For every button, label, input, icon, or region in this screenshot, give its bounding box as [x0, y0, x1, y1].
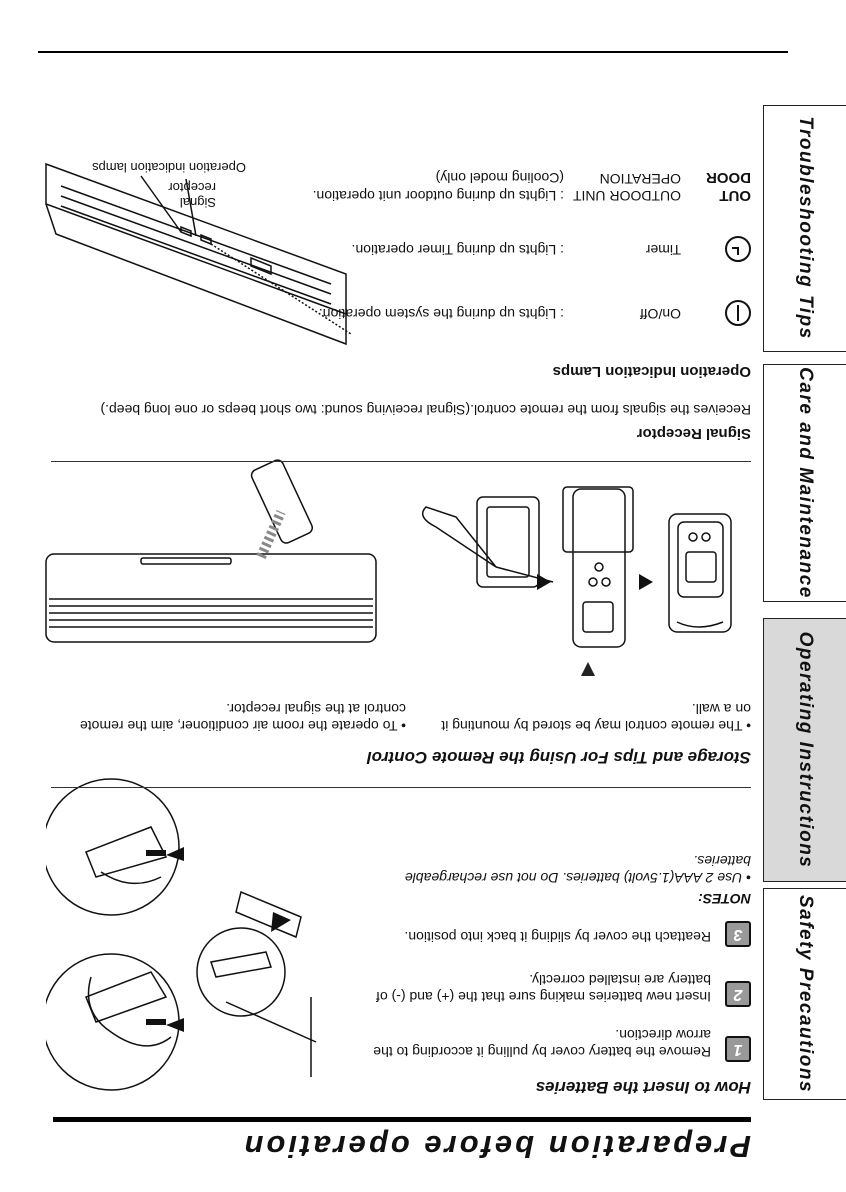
remote-wall-mount-illustration	[31, 452, 751, 692]
storage-tip: • To operate the room air conditioner, aim the remote control at the signal receptor.	[79, 701, 406, 734]
tab-label: Operating Instructions	[795, 631, 816, 869]
tab-label: Troubleshooting Tips	[795, 116, 816, 341]
batteries-heading: How to Insert the Batteries	[535, 1078, 751, 1097]
step-number: 1	[725, 1036, 751, 1062]
storage-tip: • The remote control may be stored by mounting it on a wall.	[441, 701, 751, 734]
lamp-desc: : Lights up during outdoor unit operation.	[312, 188, 564, 204]
timer-icon	[725, 236, 751, 262]
tab-safety-precautions[interactable]	[763, 888, 846, 1100]
step-text: Remove the battery cover by pulling it according to the arrow direction.	[373, 1027, 711, 1060]
title-rule	[53, 1117, 751, 1122]
outdoor-lamp-icon: OUT DOOR	[706, 169, 751, 204]
tab-label: Safety Precautions	[795, 894, 816, 1094]
signal-receptor-text: Receives the signals from the remote control.(Signal receiving sound: two short beeps or one long beep.)	[100, 402, 751, 418]
page-title: Preparation before operation	[241, 1129, 751, 1164]
section-divider	[51, 787, 751, 788]
signal-receptor-heading: Signal Receptor	[636, 425, 751, 442]
lamps-heading: Operation Indication Lamps	[552, 363, 751, 380]
step-text: Reattach the cover by sliding it back into position.	[404, 929, 711, 945]
lamp-desc: : Lights up during the system operation.	[318, 306, 564, 322]
page-top-rule	[38, 51, 788, 53]
battery-illustration	[46, 777, 346, 1097]
lamp-desc: : Lights up during Timer operation.	[351, 242, 564, 258]
signal-receptor-diagram-label: Signal receptor	[168, 180, 216, 210]
note-text: • Use 2 AAA(1.5volt) batteries. Do not use rechargeable batteries.	[404, 853, 751, 886]
step-number: 3	[725, 921, 751, 947]
notes-heading: NOTES:	[698, 891, 751, 907]
power-icon	[725, 300, 751, 326]
lamp-note: (Cooling model only)	[435, 170, 564, 186]
tab-label: Care and Maintenance	[795, 367, 816, 599]
step-text: Insert new batteries making sure that the (+) and (-) of battery are installed correctly.	[376, 972, 711, 1005]
tab-care-and-maintenance[interactable]	[763, 364, 846, 602]
lamp-label: On/Off	[640, 306, 681, 322]
section-divider	[51, 461, 751, 462]
storage-heading: Storage and Tips For Using the Remote Control	[366, 748, 751, 767]
tab-troubleshooting-tips[interactable]	[763, 105, 846, 352]
lamps-diagram-label: Operation indication lamps	[92, 160, 246, 175]
step-number: 2	[725, 981, 751, 1007]
lamp-label: Timer	[645, 242, 681, 258]
tab-operating-instructions[interactable]	[763, 618, 846, 882]
lamp-label: OUTDOOR UNIT OPERATION	[573, 171, 681, 204]
